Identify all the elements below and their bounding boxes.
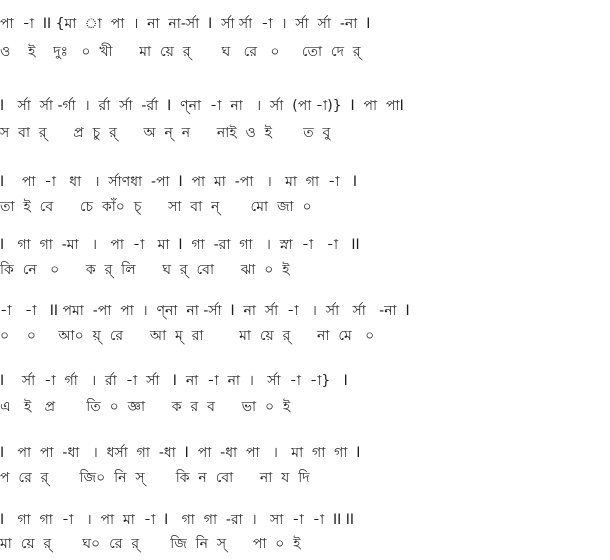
swara-line-5: -া -া II পমা -পা পা । ণ্না না -র্সা I না র্সা -া । র্সা র্সা -না I xyxy=(0,303,410,319)
lyric-line-1: ও ই দুঃ ০ খী মা য়ে র্ ঘ রে ০ তো দে র্ xyxy=(0,44,361,60)
lyric-line-3: তা ই বে চে কাঁ০ চ্ সা বা ন্ মো জা ০ xyxy=(0,199,312,215)
swara-line-6: I র্সা -া র্গা । র্রা -া র্সা I না -া না । র্সা -া -া} I xyxy=(0,373,348,389)
swara-line-1: পা -া II {মা া পা । না না-র্সা I র্সা র্সা -া । র্সা র্সা -না I xyxy=(0,16,371,32)
swara-line-3: I পা -া ধা । র্সাণধা -পা I পা মা -পা । মা গা -া I xyxy=(0,174,357,190)
lyric-line-7: প রে র্ জি০ নি স্ কি ন বো না য দি xyxy=(0,470,310,486)
lyric-line-6: এ ই প্র তি ০ জ্ঞা ক র ব ভা ০ ই xyxy=(0,399,291,415)
swara-line-8: I গা গা -া । পা মা -া I গা গা -রা । সা -া -া II II xyxy=(0,512,354,528)
lyric-line-8: মা য়ে র্ ঘ০ রে র্ জি নি স্ পা ০ ই xyxy=(0,536,301,552)
lyric-line-2: স বা র্ প্র চু র্ অ ন্ ন নাই ও ই ত বু xyxy=(0,125,331,141)
swara-line-2: I র্সা র্সা -র্গা । র্রা র্সা -র্রা I ণ্না -া না । র্সা (পা -া)} I পা পাI xyxy=(0,98,404,114)
lyric-line-4: কি নে ০ ক র্ লি ঘ র্ বো ঝা ০ ই xyxy=(0,262,290,278)
swara-line-4: I গা গা -মা । পা -া মা I গা -রা গা । স্না -া -া II xyxy=(0,237,360,253)
lyric-line-5: ০ ০ আ০ য়্ রে আ ম্ রা মা য়ে র্ না মে ০ xyxy=(0,328,375,344)
swara-line-7: I পা পা -ধা । ধর্সা গা -ধা I পা -ধা পা । মা গা গা I xyxy=(0,445,361,461)
